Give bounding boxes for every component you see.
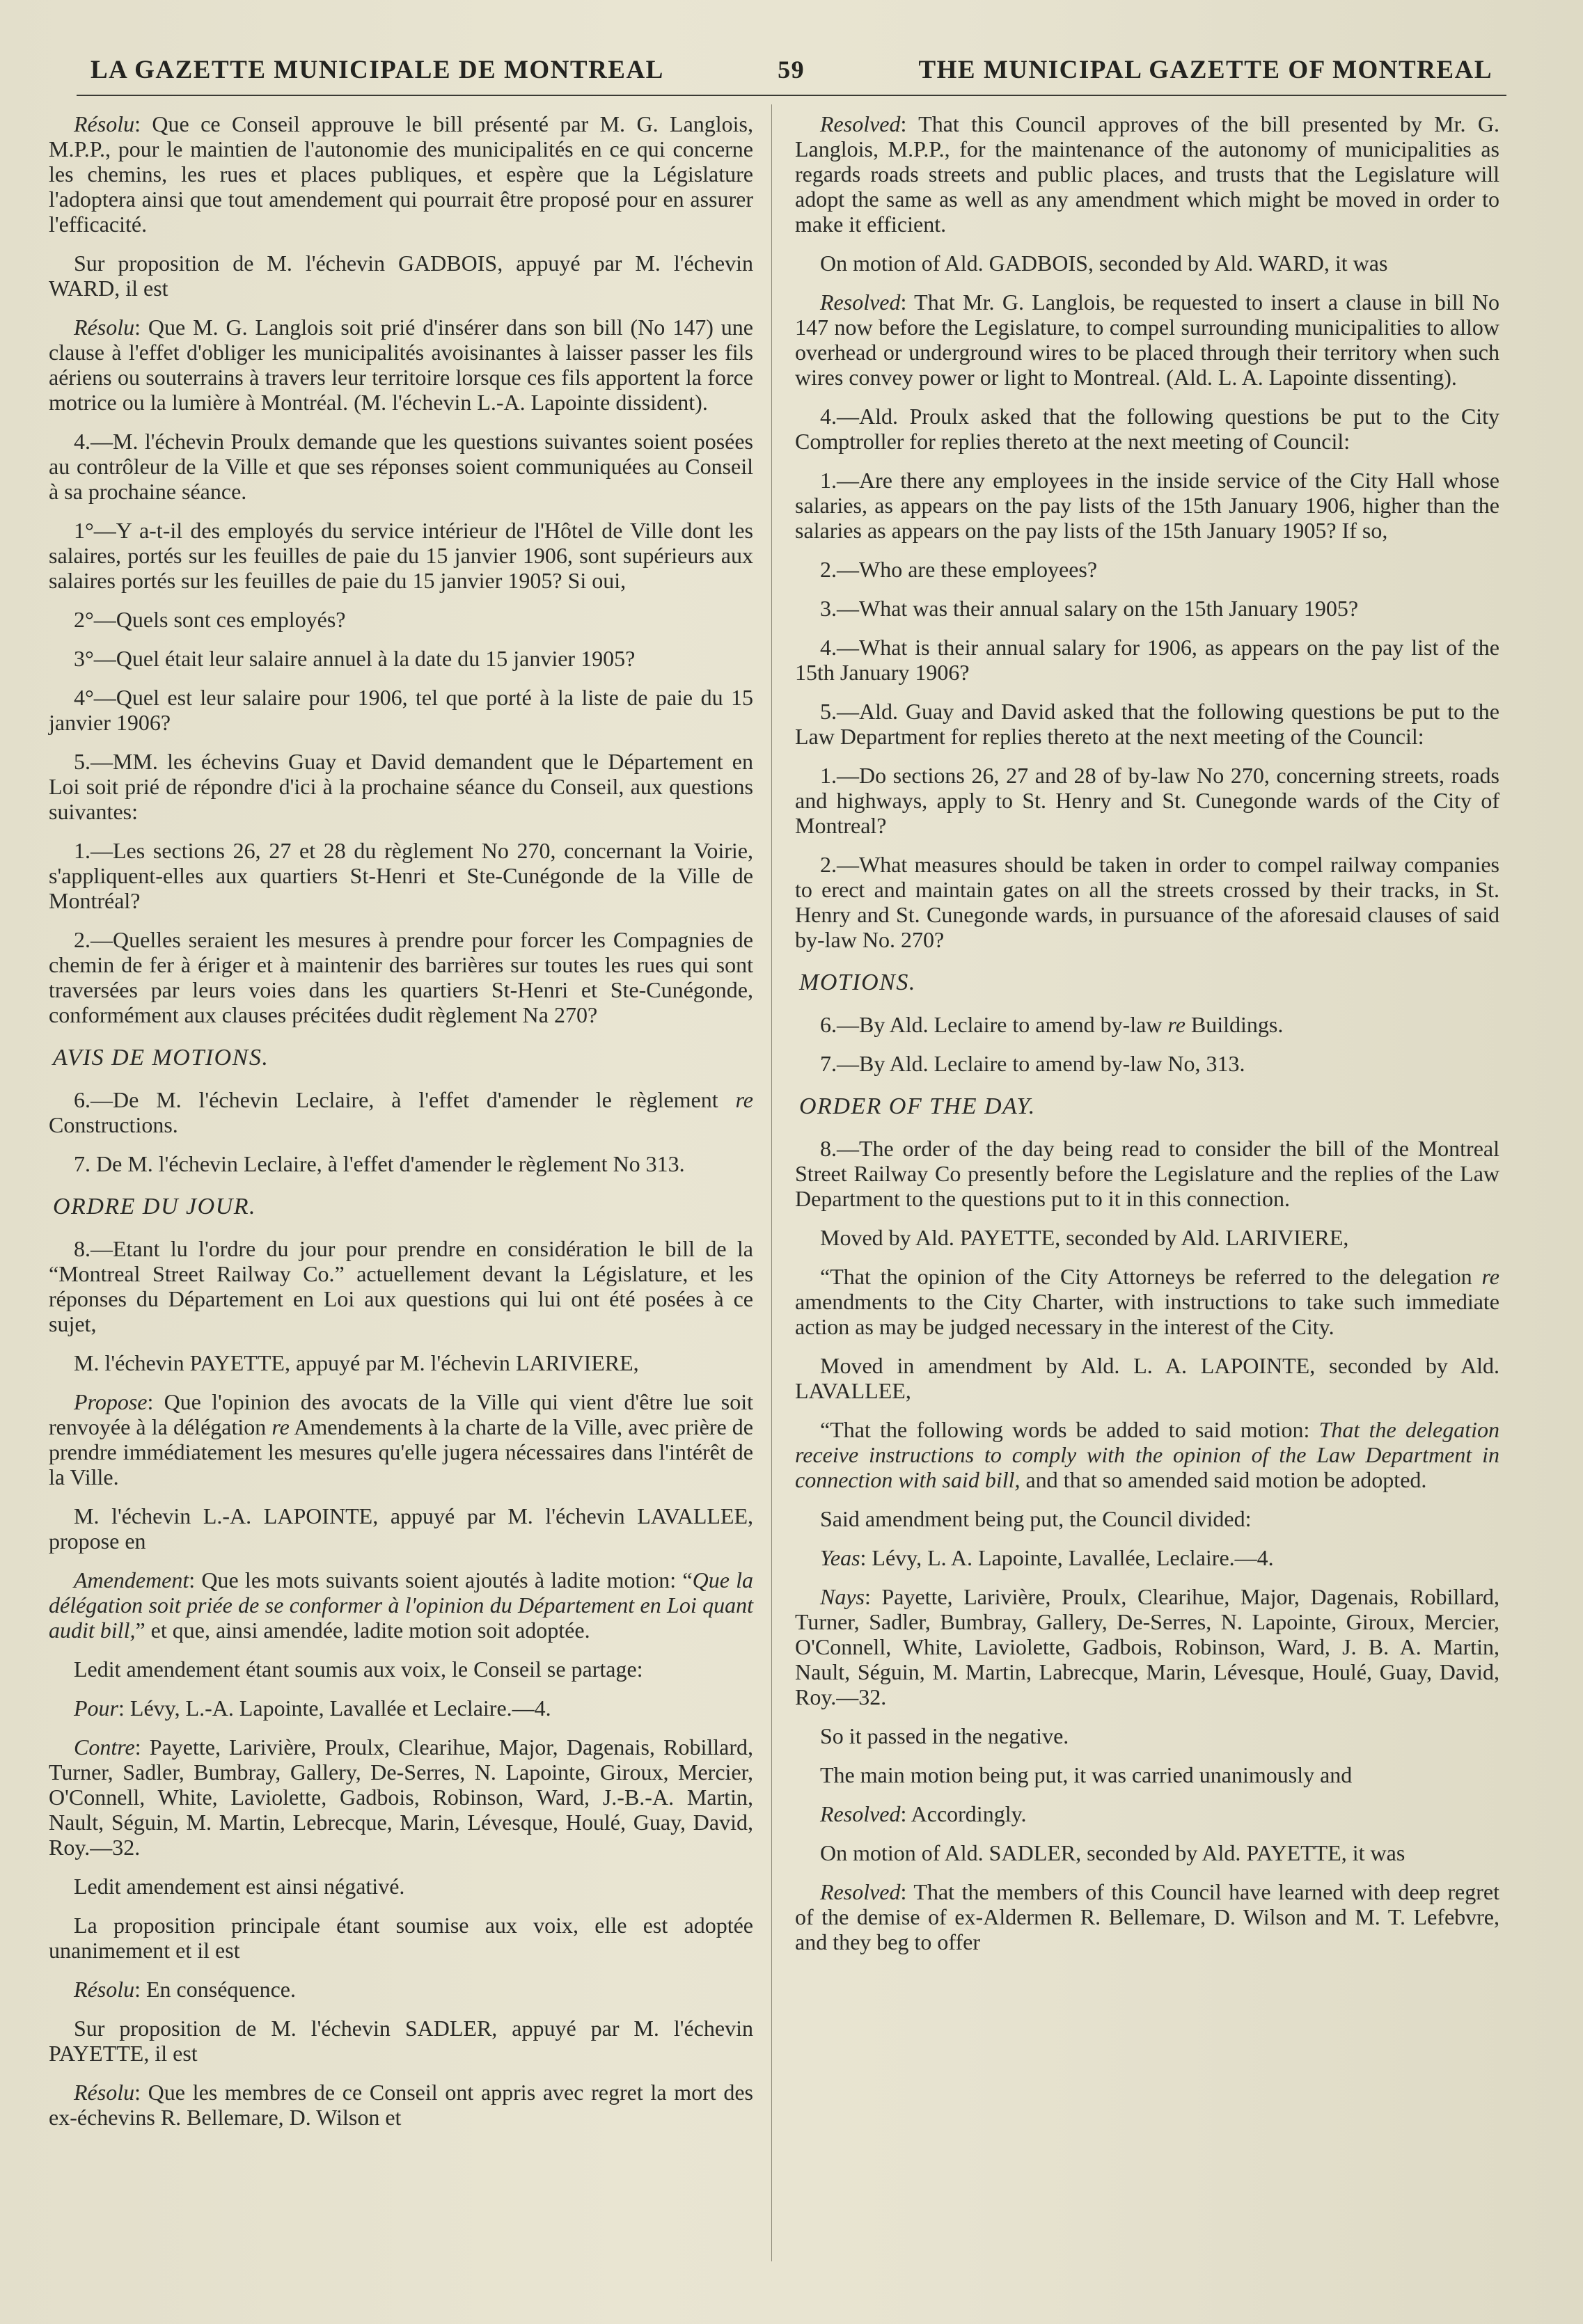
en-paragraph: Resolved: Accordingly.	[820, 1801, 1027, 1826]
en-paragraph: 7.—By Ald. Leclaire to amend by-law No, 313.	[820, 1051, 1245, 1076]
page-header	[90, 49, 1493, 90]
fr-paragraph: Résolu: Que ce Conseil approuve le bill présenté par M. G. Langlois, M.P.P., pour le maintien de l'autonomie des municipalités en ce qui concerne les chemins, les rues et places publiques, et espère que la Législature l'adoptera ainsi que tout amendement qui pourrait être proposé pour en assurer l'efficacité.	[49, 111, 753, 237]
en-paragraph: 1.—Are there any employees in the inside service of the City Hall whose salaries, as appears on the pay lists of the 15th January 1906, higher than the salaries as appears on the pay lists of the 15th January 1905? If so,	[795, 468, 1499, 543]
en-section-heading: MOTIONS.	[799, 970, 916, 995]
fr-paragraph: Propose: Que l'opinion des avocats de la Ville qui vient d'être lue soit renvoyée à la délégation re Amendements à la charte de la Ville, avec prière de prendre immédiatement les mesures qu'elle jugera nécessaires dans l'intérêt de la Ville.	[49, 1389, 754, 1489]
fr-paragraph: 1.—Les sections 26, 27 et 28 du règlement No 270, concernant la Voirie, s'appliquent-elles aux quartiers St-Henri et Ste-Cunégonde de la Ville de Montréal?	[49, 838, 753, 913]
header-rule	[77, 95, 1506, 96]
fr-paragraph: 1°—Y a-t-il des employés du service intérieur de l'Hôtel de Ville dont les salaires, portés sur les feuilles de paie du 15 janvier 1906, sont supérieurs aux salaires portés sur les feuilles de paie du 15 janvier 1905? Si oui,	[49, 518, 753, 593]
fr-paragraph: M. l'échevin PAYETTE, appuyé par M. l'échevin LARIVIERE,	[74, 1350, 639, 1375]
fr-section-heading: AVIS DE MOTIONS.	[53, 1045, 269, 1070]
en-paragraph: Moved by Ald. PAYETTE, seconded by Ald. LARIVIERE,	[820, 1225, 1349, 1250]
header-title-french: LA GAZETTE MUNICIPALE DE MONTREAL	[90, 55, 664, 84]
fr-paragraph: Pour: Lévy, L.-A. Lapointe, Lavallée et Leclaire.—4.	[74, 1695, 551, 1721]
en-paragraph: Said amendment being put, the Council divided:	[820, 1506, 1252, 1531]
en-paragraph: Moved in amendment by Ald. L. A. LAPOINTE, seconded by Ald. LAVALLEE,	[795, 1353, 1499, 1403]
en-paragraph: Nays: Payette, Larivière, Proulx, Clearihue, Major, Dagenais, Robillard, Turner, Sadler, Bumbray, Gallery, De-Serres, N. Lapointe, Giroux, Mercier, O'Connell, White, Laviolette, Gadbois, Robinson, Ward, J. B. A. Martin, Nault, Séguin, M. Martin, Labrecque, Marin, Lévesque, Houlé, Guay, David, Roy.—32.	[795, 1584, 1499, 1709]
fr-paragraph: Ledit amendement étant soumis aux voix, le Conseil se partage:	[74, 1657, 643, 1682]
en-paragraph: Resolved: That the members of this Council have learned with deep regret of the demise of ex-Aldermen R. Bellemare, D. Wilson and M. T. Lefebvre, and they beg to offer	[795, 1879, 1499, 1954]
fr-paragraph: 2°—Quels sont ces employés?	[74, 607, 346, 632]
fr-paragraph: 8.—Etant lu l'ordre du jour pour prendre en considération le bill de la “Montreal Street Railway Co.” actuellement devant la Législature, et les réponses du Département en Loi aux questions qui lui ont été posées à ce sujet,	[49, 1236, 753, 1336]
french-column	[49, 111, 753, 2144]
fr-paragraph: 3°—Quel était leur salaire annuel à la date du 15 janvier 1905?	[74, 646, 636, 671]
fr-paragraph: Ledit amendement est ainsi négativé.	[74, 1874, 405, 1899]
en-section-heading: ORDER OF THE DAY.	[799, 1093, 1036, 1119]
en-paragraph: 2.—What measures should be taken in order to compel railway companies to erect and maintain gates on all the streets crossed by their tracks, in St. Henry and St. Cunegonde wards, in pursuance of the aforesaid clauses of said by-law No. 270?	[795, 852, 1499, 952]
fr-paragraph: 2.—Quelles seraient les mesures à prendre pour forcer les Compagnies de chemin de fer à ériger et à maintenir des barrières sur toutes les rues qui sont traversées par leurs voies dans les quartiers St-Henri et Ste-Cunégonde, conformément aux clauses précitées dudit règlement Na 270?	[49, 927, 753, 1027]
en-paragraph: 4.—What is their annual salary for 1906, as appears on the pay list of the 15th January 1906?	[795, 635, 1499, 685]
en-paragraph: So it passed in the negative.	[820, 1723, 1069, 1748]
fr-paragraph: Résolu: Que les membres de ce Conseil ont appris avec regret la mort des ex-échevins R. Bellemare, D. Wilson et	[49, 2080, 753, 2130]
en-paragraph: 1.—Do sections 26, 27 and 28 of by-law No 270, concerning streets, roads and highways, apply to St. Henry and St. Cunegonde wards of the City of Montreal?	[795, 763, 1499, 838]
column-divider	[771, 104, 772, 2261]
fr-paragraph: Contre: Payette, Larivière, Proulx, Clearihue, Major, Dagenais, Robillard, Turner, Sadler, Bumbray, Gallery, De-Serres, N. Lapointe, Giroux, Mercier, O'Connell, White, Laviolette, Gadbois, Robinson, Ward, J.-B.-A. Martin, Nault, Séguin, M. Martin, Lebrecque, Marin, Lévesque, Houlé, Guay, David, Roy.—32.	[49, 1734, 753, 1860]
fr-paragraph: 6.—De M. l'échevin Leclaire, à l'effet d'amender le règlement re Constructions.	[49, 1087, 753, 1137]
fr-paragraph: Sur proposition de M. l'échevin GADBOIS, appuyé par M. l'échevin WARD, il est	[49, 251, 753, 301]
fr-paragraph: Amendement: Que les mots suivants soient ajoutés à ladite motion: “Que la délégation soit priée de se conformer à l'opinion du Département en Loi quant audit bill,” et que, ainsi amendée, ladite motion soit adoptée.	[49, 1567, 754, 1643]
en-paragraph: On motion of Ald. SADLER, seconded by Ald. PAYETTE, it was	[820, 1840, 1405, 1865]
fr-paragraph: La proposition principale étant soumise aux voix, elle est adoptée unanimement et il est	[49, 1913, 753, 1963]
fr-paragraph: M. l'échevin L.-A. LAPOINTE, appuyé par M. l'échevin LAVALLEE, propose en	[49, 1503, 753, 1554]
fr-paragraph: Résolu: En conséquence.	[74, 1977, 296, 2002]
fr-paragraph: 4°—Quel est leur salaire pour 1906, tel que porté à la liste de paie du 15 janvier 1906?	[49, 685, 753, 735]
fr-paragraph: Résolu: Que M. G. Langlois soit prié d'insérer dans son bill (No 147) une clause à l'effet d'obliger les municipalités avoisinantes à laisser passer les fils aériens ou souterrains à travers leur territoire lorsque ces fils apportent la force motrice ou la lumière à Montréal. (M. l'échevin L.-A. Lapointe dissident).	[49, 315, 753, 415]
en-paragraph: 2.—Who are these employees?	[820, 557, 1098, 582]
en-paragraph: 6.—By Ald. Leclaire to amend by-law re Buildings.	[820, 1012, 1284, 1037]
fr-paragraph: 4.—M. l'échevin Proulx demande que les questions suivantes soient posées au contrôleur de la Ville et que ses réponses soient communiquées au Conseil à sa prochaine séance.	[49, 429, 753, 504]
en-paragraph: 4.—Ald. Proulx asked that the following questions be put to the City Comptroller for replies thereto at the next meeting of Council:	[795, 404, 1499, 454]
fr-section-heading: ORDRE DU JOUR.	[53, 1194, 256, 1219]
header-title-english: THE MUNICIPAL GAZETTE OF MONTREAL	[918, 55, 1493, 84]
fr-paragraph: Sur proposition de M. l'échevin SADLER, appuyé par M. l'échevin PAYETTE, il est	[49, 2016, 753, 2066]
en-paragraph: 8.—The order of the day being read to consider the bill of the Montreal Street Railway Co presently before the Legislature and the replies of the Law Department to the questions put to it in this connection.	[795, 1136, 1499, 1211]
page-number: 59	[778, 56, 805, 84]
fr-paragraph: 5.—MM. les échevins Guay et David demandent que le Département en Loi soit prié de répondre d'ici à la prochaine séance du Conseil, aux questions suivantes:	[49, 749, 753, 824]
en-paragraph: “That the following words be added to said motion: That the delegation receive instructions to comply with the opinion of the Law Department in connection with said bill, and that so amended said motion be adopted.	[795, 1417, 1500, 1492]
en-paragraph: 3.—What was their annual salary on the 15th January 1905?	[820, 596, 1359, 621]
english-column	[795, 111, 1499, 1968]
en-paragraph: 5.—Ald. Guay and David asked that the following questions be put to the Law Department for replies thereto at the next meeting of the Council:	[795, 699, 1499, 749]
en-paragraph: The main motion being put, it was carried unanimously and	[820, 1762, 1353, 1787]
en-paragraph: Resolved: That this Council approves of the bill presented by Mr. G. Langlois, M.P.P., for the maintenance of the autonomy of municipalities as regards roads streets and public places, and trusts that the Legislature will adopt the same as well as any amendment which might be moved in order to make it efficient.	[795, 111, 1499, 237]
en-paragraph: “That the opinion of the City Attorneys be referred to the delegation re amendments to the City Charter, with instructions to take such immediate action as may be judged necessary in the interest of the City.	[795, 1264, 1499, 1339]
en-paragraph: On motion of Ald. GADBOIS, seconded by Ald. WARD, it was	[820, 251, 1388, 276]
en-paragraph: Resolved: That Mr. G. Langlois, be requested to insert a clause in bill No 147 now before the Legislature, to compel surrounding municipalities to allow overhead or underground wires to be placed through their territory when such wires convey power or light to Montreal. (Ald. L. A. Lapointe dissenting).	[795, 290, 1499, 390]
fr-paragraph: 7. De M. l'échevin Leclaire, à l'effet d'amender le règlement No 313.	[74, 1151, 685, 1176]
en-paragraph: Yeas: Lévy, L. A. Lapointe, Lavallée, Leclaire.—4.	[820, 1545, 1274, 1570]
